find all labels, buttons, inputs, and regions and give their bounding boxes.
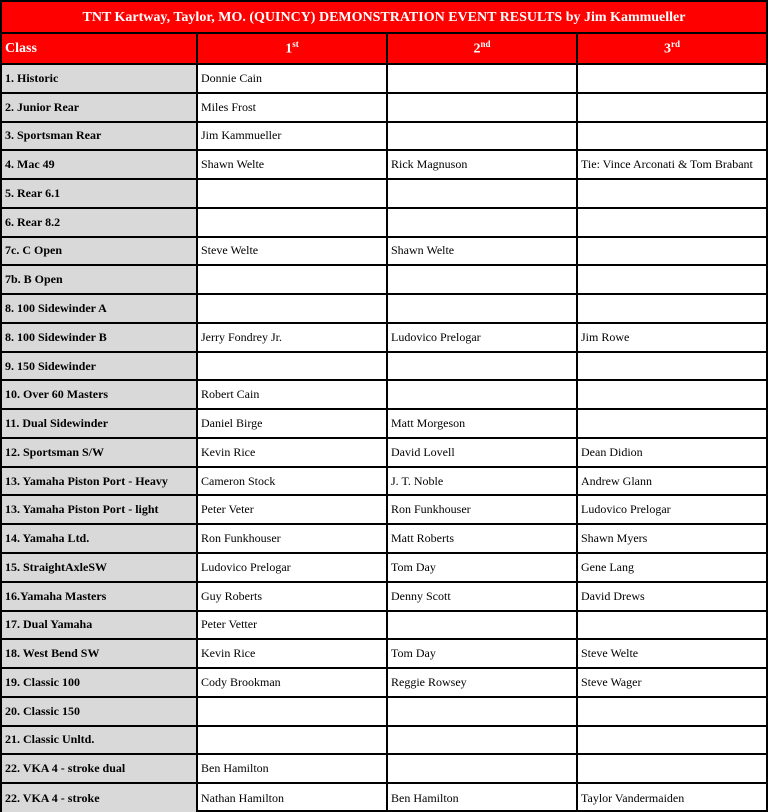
second-place-cell <box>387 697 577 726</box>
class-cell: 21. Classic Unltd. <box>2 726 197 755</box>
table-row <box>2 754 766 783</box>
class-cell: 8. 100 Sidewinder A <box>2 294 197 323</box>
third-place-cell <box>577 294 766 323</box>
first-place-cell: Cody Brookman <box>197 668 387 697</box>
class-cell: 7b. B Open <box>2 265 197 294</box>
second-place-cell: Ben Hamilton <box>387 783 577 812</box>
first-place-cell: Kevin Rice <box>197 438 387 467</box>
table-row <box>2 265 766 294</box>
table-row <box>2 323 766 352</box>
class-cell: 4. Mac 49 <box>2 150 197 179</box>
second-place-cell <box>387 294 577 323</box>
third-place-cell <box>577 265 766 294</box>
third-place-cell: Ludovico Prelogar <box>577 495 766 524</box>
column-header-second-number: 2 <box>473 41 481 57</box>
second-place-cell: Denny Scott <box>387 582 577 611</box>
second-place-cell <box>387 208 577 237</box>
class-cell: 15. StraightAxleSW <box>2 553 197 582</box>
column-header-second-suffix: nd <box>480 39 491 50</box>
page-title: TNT Kartway, Taylor, MO. (QUINCY) DEMONSTRATION EVENT RESULTS by Jim Kammueller <box>2 2 766 34</box>
third-place-cell: Steve Wager <box>577 668 766 697</box>
table-row <box>2 668 766 697</box>
second-place-cell <box>387 93 577 122</box>
third-place-cell <box>577 122 766 151</box>
class-cell: 13. Yamaha Piston Port - Heavy <box>2 467 197 496</box>
third-place-cell <box>577 93 766 122</box>
first-place-cell: Peter Vetter <box>197 611 387 640</box>
class-cell: 22. VKA 4 - stroke <box>2 783 197 812</box>
first-place-cell: Guy Roberts <box>197 582 387 611</box>
third-place-cell: Taylor Vandermaiden <box>577 783 766 812</box>
third-place-cell <box>577 611 766 640</box>
second-place-cell <box>387 352 577 381</box>
third-place-cell <box>577 409 766 438</box>
second-place-cell: David Lovell <box>387 438 577 467</box>
second-place-cell: Matt Morgeson <box>387 409 577 438</box>
first-place-cell: Shawn Welte <box>197 150 387 179</box>
third-place-cell <box>577 754 766 783</box>
class-cell: 13. Yamaha Piston Port - light <box>2 495 197 524</box>
second-place-cell <box>387 611 577 640</box>
table-row <box>2 380 766 409</box>
table-row <box>2 726 766 755</box>
second-place-cell <box>387 754 577 783</box>
first-place-cell: Cameron Stock <box>197 467 387 496</box>
second-place-cell: J. T. Noble <box>387 467 577 496</box>
class-cell: 10. Over 60 Masters <box>2 380 197 409</box>
column-header-first-suffix: st <box>292 39 299 50</box>
second-place-cell: Matt Roberts <box>387 524 577 553</box>
table-row <box>2 639 766 668</box>
table-row <box>2 467 766 496</box>
second-place-cell <box>387 179 577 208</box>
first-place-cell: Jim Kammueller <box>197 122 387 151</box>
third-place-cell <box>577 697 766 726</box>
first-place-cell <box>197 265 387 294</box>
third-place-cell: Dean Didion <box>577 438 766 467</box>
table-row <box>2 582 766 611</box>
first-place-cell: Donnie Cain <box>197 64 387 93</box>
third-place-cell <box>577 352 766 381</box>
class-cell: 5. Rear 6.1 <box>2 179 197 208</box>
table-row <box>2 122 766 151</box>
class-cell: 8. 100 Sidewinder B <box>2 323 197 352</box>
second-place-cell: Reggie Rowsey <box>387 668 577 697</box>
second-place-cell: Ron Funkhouser <box>387 495 577 524</box>
column-header-first-number: 1 <box>285 41 293 57</box>
table-row <box>2 150 766 179</box>
first-place-cell: Jerry Fondrey Jr. <box>197 323 387 352</box>
second-place-cell <box>387 265 577 294</box>
table-row <box>2 352 766 381</box>
third-place-cell <box>577 208 766 237</box>
second-place-cell: Rick Magnuson <box>387 150 577 179</box>
third-place-cell <box>577 726 766 755</box>
table-row <box>2 64 766 93</box>
first-place-cell: Daniel Birge <box>197 409 387 438</box>
class-cell: 18. West Bend SW <box>2 639 197 668</box>
second-place-cell <box>387 380 577 409</box>
second-place-cell <box>387 122 577 151</box>
class-cell: 19. Classic 100 <box>2 668 197 697</box>
table-row <box>2 93 766 122</box>
class-cell: 7c. C Open <box>2 237 197 266</box>
column-header-third-number: 3 <box>664 41 671 57</box>
second-place-cell <box>387 726 577 755</box>
class-cell: 11. Dual Sidewinder <box>2 409 197 438</box>
second-place-cell: Shawn Welte <box>387 237 577 266</box>
table-row <box>2 294 766 323</box>
third-place-cell <box>577 64 766 93</box>
third-place-cell: Gene Lang <box>577 553 766 582</box>
first-place-cell: Kevin Rice <box>197 639 387 668</box>
column-header-third-suffix: rd <box>671 39 680 50</box>
third-place-cell <box>577 237 766 266</box>
third-place-cell: Jim Rowe <box>577 323 766 352</box>
table-row <box>2 553 766 582</box>
column-header-first <box>197 34 387 64</box>
column-header-class: Class <box>2 34 197 64</box>
class-cell: 6. Rear 8.2 <box>2 208 197 237</box>
class-cell: 2. Junior Rear <box>2 93 197 122</box>
class-cell: 22. VKA 4 - stroke dual <box>2 754 197 783</box>
first-place-cell <box>197 208 387 237</box>
table-row <box>2 237 766 266</box>
table-row <box>2 208 766 237</box>
column-header-second <box>387 34 577 64</box>
third-place-cell: Andrew Glann <box>577 467 766 496</box>
table-row <box>2 783 766 812</box>
first-place-cell <box>197 179 387 208</box>
table-row <box>2 611 766 640</box>
third-place-cell: David Drews <box>577 582 766 611</box>
third-place-cell: Steve Welte <box>577 639 766 668</box>
class-cell: 1. Historic <box>2 64 197 93</box>
table-row <box>2 697 766 726</box>
header-row <box>2 34 766 64</box>
first-place-cell: Steve Welte <box>197 237 387 266</box>
second-place-cell: Tom Day <box>387 553 577 582</box>
first-place-cell <box>197 726 387 755</box>
results-table <box>2 34 766 812</box>
table-row <box>2 524 766 553</box>
table-row <box>2 438 766 467</box>
first-place-cell: Ludovico Prelogar <box>197 553 387 582</box>
first-place-cell: Ben Hamilton <box>197 754 387 783</box>
second-place-cell <box>387 64 577 93</box>
first-place-cell: Ron Funkhouser <box>197 524 387 553</box>
class-cell: 14. Yamaha Ltd. <box>2 524 197 553</box>
first-place-cell: Nathan Hamilton <box>197 783 387 812</box>
third-place-cell <box>577 380 766 409</box>
class-cell: 12. Sportsman S/W <box>2 438 197 467</box>
first-place-cell: Miles Frost <box>197 93 387 122</box>
results-body <box>2 64 766 812</box>
table-row <box>2 409 766 438</box>
class-cell: 3. Sportsman Rear <box>2 122 197 151</box>
first-place-cell: Robert Cain <box>197 380 387 409</box>
class-cell: 16.Yamaha Masters <box>2 582 197 611</box>
third-place-cell: Shawn Myers <box>577 524 766 553</box>
table-row <box>2 179 766 208</box>
class-cell: 20. Classic 150 <box>2 697 197 726</box>
column-header-third <box>577 34 766 64</box>
first-place-cell <box>197 294 387 323</box>
table-row <box>2 495 766 524</box>
second-place-cell: Ludovico Prelogar <box>387 323 577 352</box>
third-place-cell <box>577 179 766 208</box>
class-cell: 17. Dual Yamaha <box>2 611 197 640</box>
first-place-cell <box>197 697 387 726</box>
second-place-cell: Tom Day <box>387 639 577 668</box>
third-place-cell: Tie: Vince Arconati & Tom Brabant <box>577 150 766 179</box>
first-place-cell: Peter Veter <box>197 495 387 524</box>
class-cell: 9. 150 Sidewinder <box>2 352 197 381</box>
first-place-cell <box>197 352 387 381</box>
